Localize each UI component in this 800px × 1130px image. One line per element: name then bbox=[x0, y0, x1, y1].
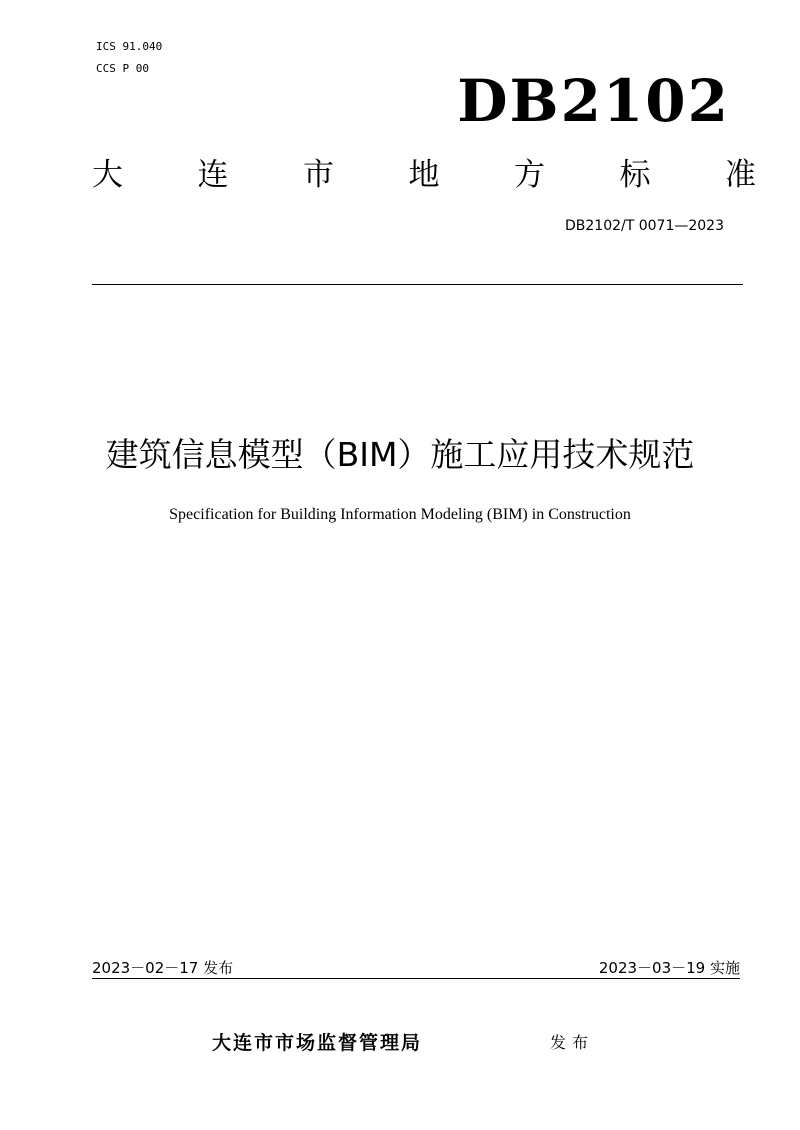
standard-type-char: 地 bbox=[408, 157, 440, 193]
implementation-date: 2023－03－19 实施 bbox=[598, 959, 740, 977]
standard-type-char: 大 bbox=[92, 157, 123, 193]
standard-number: DB2102/T 0071—2023 bbox=[565, 218, 724, 234]
document-title-english: Specification for Building Information Modeling (BIM) in Construction bbox=[169, 506, 631, 523]
issue-date: 2023－02－17 发布 bbox=[92, 959, 234, 977]
ccs-code: CCS P 00 bbox=[96, 62, 149, 75]
standard-code-logo: DB2102 bbox=[457, 67, 730, 135]
publish-label: 发布 bbox=[550, 1033, 595, 1052]
standard-type-char: 市 bbox=[303, 157, 334, 193]
ics-code: ICS 91.040 bbox=[96, 40, 163, 53]
standard-type-char: 方 bbox=[514, 157, 545, 193]
standard-type-char: 标 bbox=[619, 157, 651, 193]
standard-type-char: 准 bbox=[725, 157, 756, 193]
standard-type-heading bbox=[92, 155, 756, 195]
standard-type-char: 连 bbox=[197, 157, 229, 193]
header-divider bbox=[92, 284, 743, 285]
document-title-chinese: 建筑信息模型（BIM）施工应用技术规范 bbox=[105, 435, 695, 474]
publisher-name: 大连市市场监督管理局 bbox=[212, 1032, 423, 1054]
date-divider bbox=[92, 978, 740, 979]
